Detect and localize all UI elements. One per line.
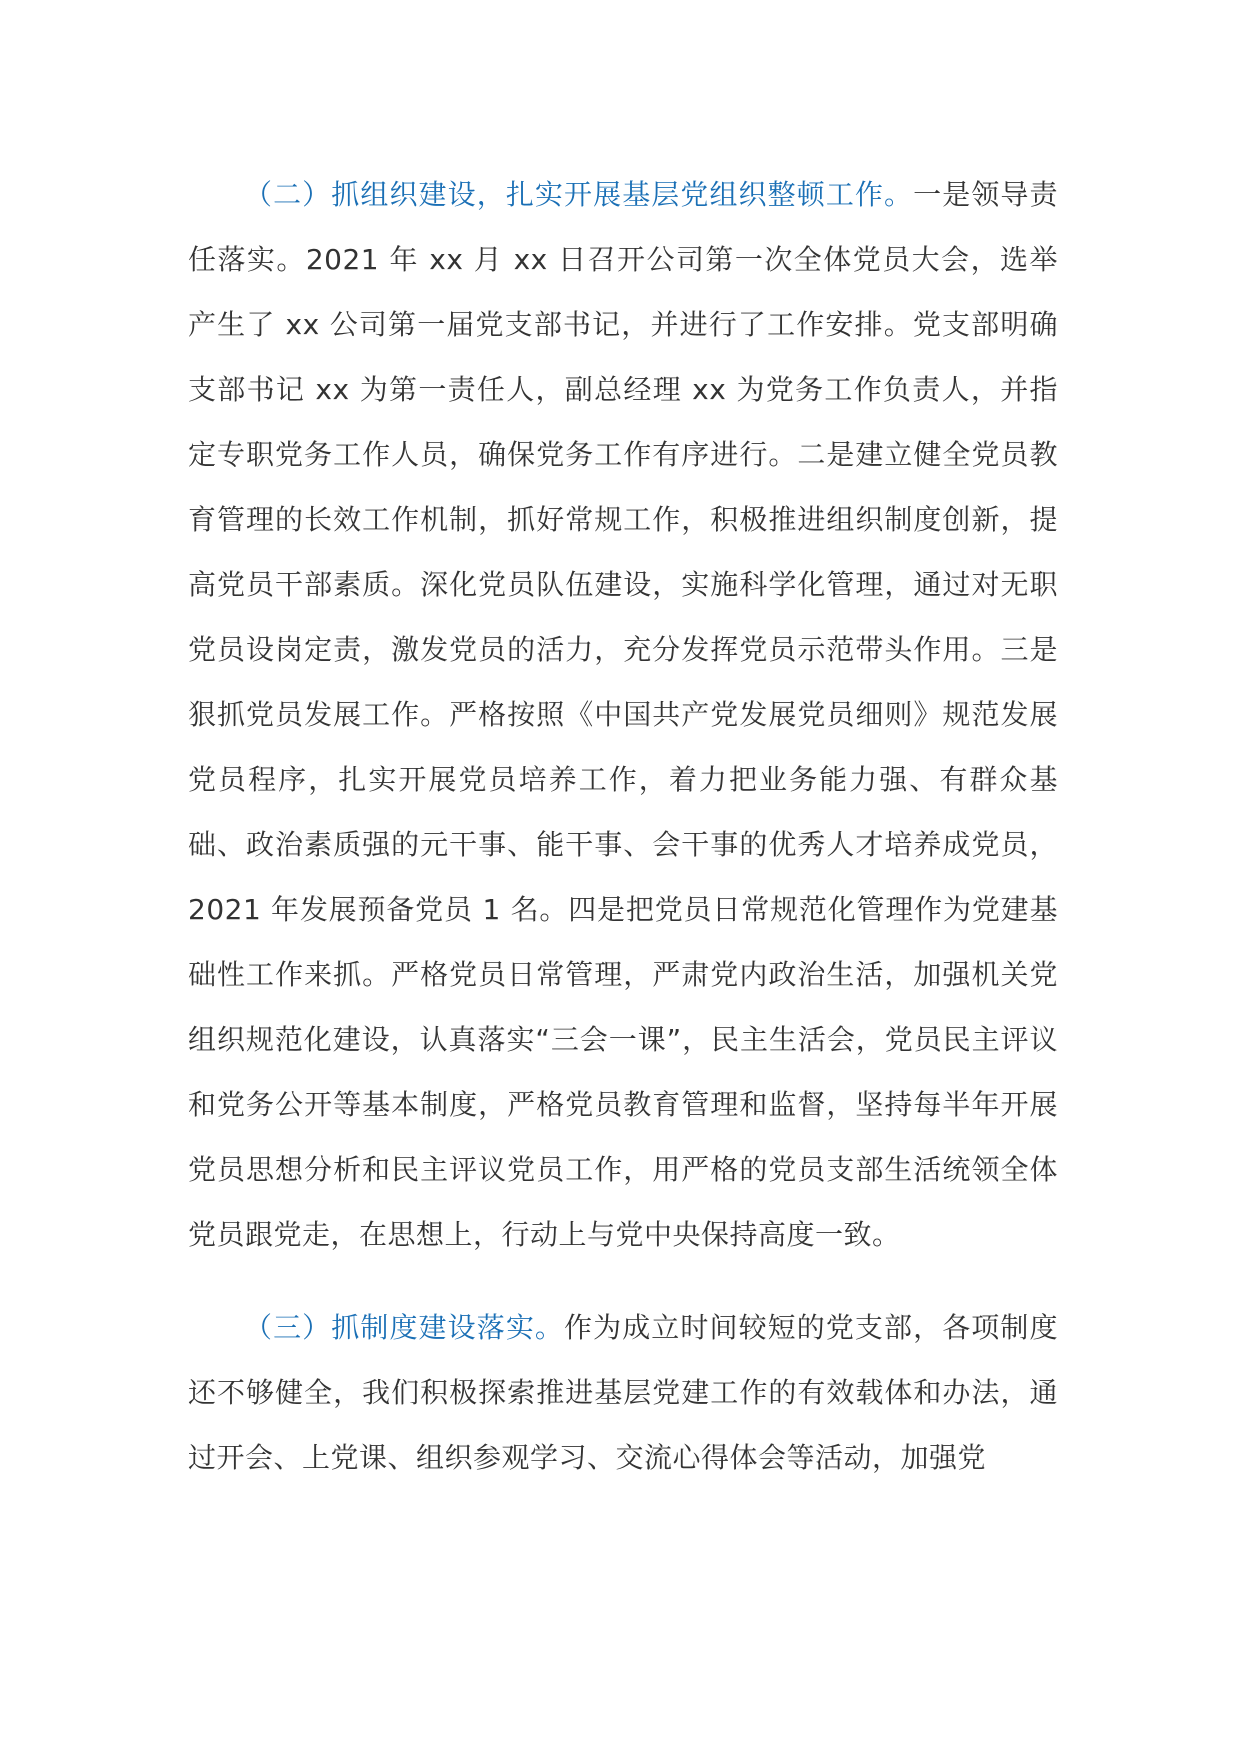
section-heading-2: （二）抓组织建设，扎实开展基层党组织整顿工作。	[244, 178, 914, 211]
paragraph-organization-building	[188, 162, 1058, 1267]
section-heading-3: （三）抓制度建设落实。	[244, 1311, 565, 1344]
paragraph-body-text: 作为成立时间较短的党支部，各项制度还不够健全，我们积极探索推进基层党建工作的有效载体和办法，通过开会、上党课、组织参观学习、交流心得体会等活动，加强党	[188, 1311, 1058, 1474]
paragraph-body-text: 一是领导责任落实。2021 年 xx 月 xx 日召开公司第一次全体党员大会，选举产生了 xx 公司第一届党支部书记，并进行了工作安排。党支部明确支部书记 xx 为第一责任人，副总经理 xx 为党务工作负责人，并指定专职党务工作人员，确保党务工作有序进行。二是建立健全党员教育管理的长效工作机制，抓好常规工作，积极推进组织制度创新，提高党员干部素质。深化党员队伍建设，实施科学化管理，通过对无职党员设岗定责，激发党员的活力，充分发挥党员示范带头作用。三是狠抓党员发展工作。严格按照《中国共产党发展党员细则》规范发展党员程序，扎实开展党员培养工作，着力把业务能力强、有群众基础、政治素质强的元干事、能干事、会干事的优秀人才培养成党员，2021 年发展预备党员 1 名。四是把党员日常规范化管理作为党建基础性工作来抓。严格党员日常管理，严肃党内政治生活，加强机关党组织规范化建设，认真落实“三会一课”，民主生活会，党员民主评议和党务公开等基本制度，严格党员教育管理和监督，坚持每半年开展党员思想分析和民主评议党员工作，用严格的党员支部生活统领全体党员跟党走，在思想上，行动上与党中央保持高度一致。	[188, 178, 1058, 1251]
document-body	[188, 162, 1058, 1518]
paragraph-system-building	[188, 1295, 1058, 1490]
